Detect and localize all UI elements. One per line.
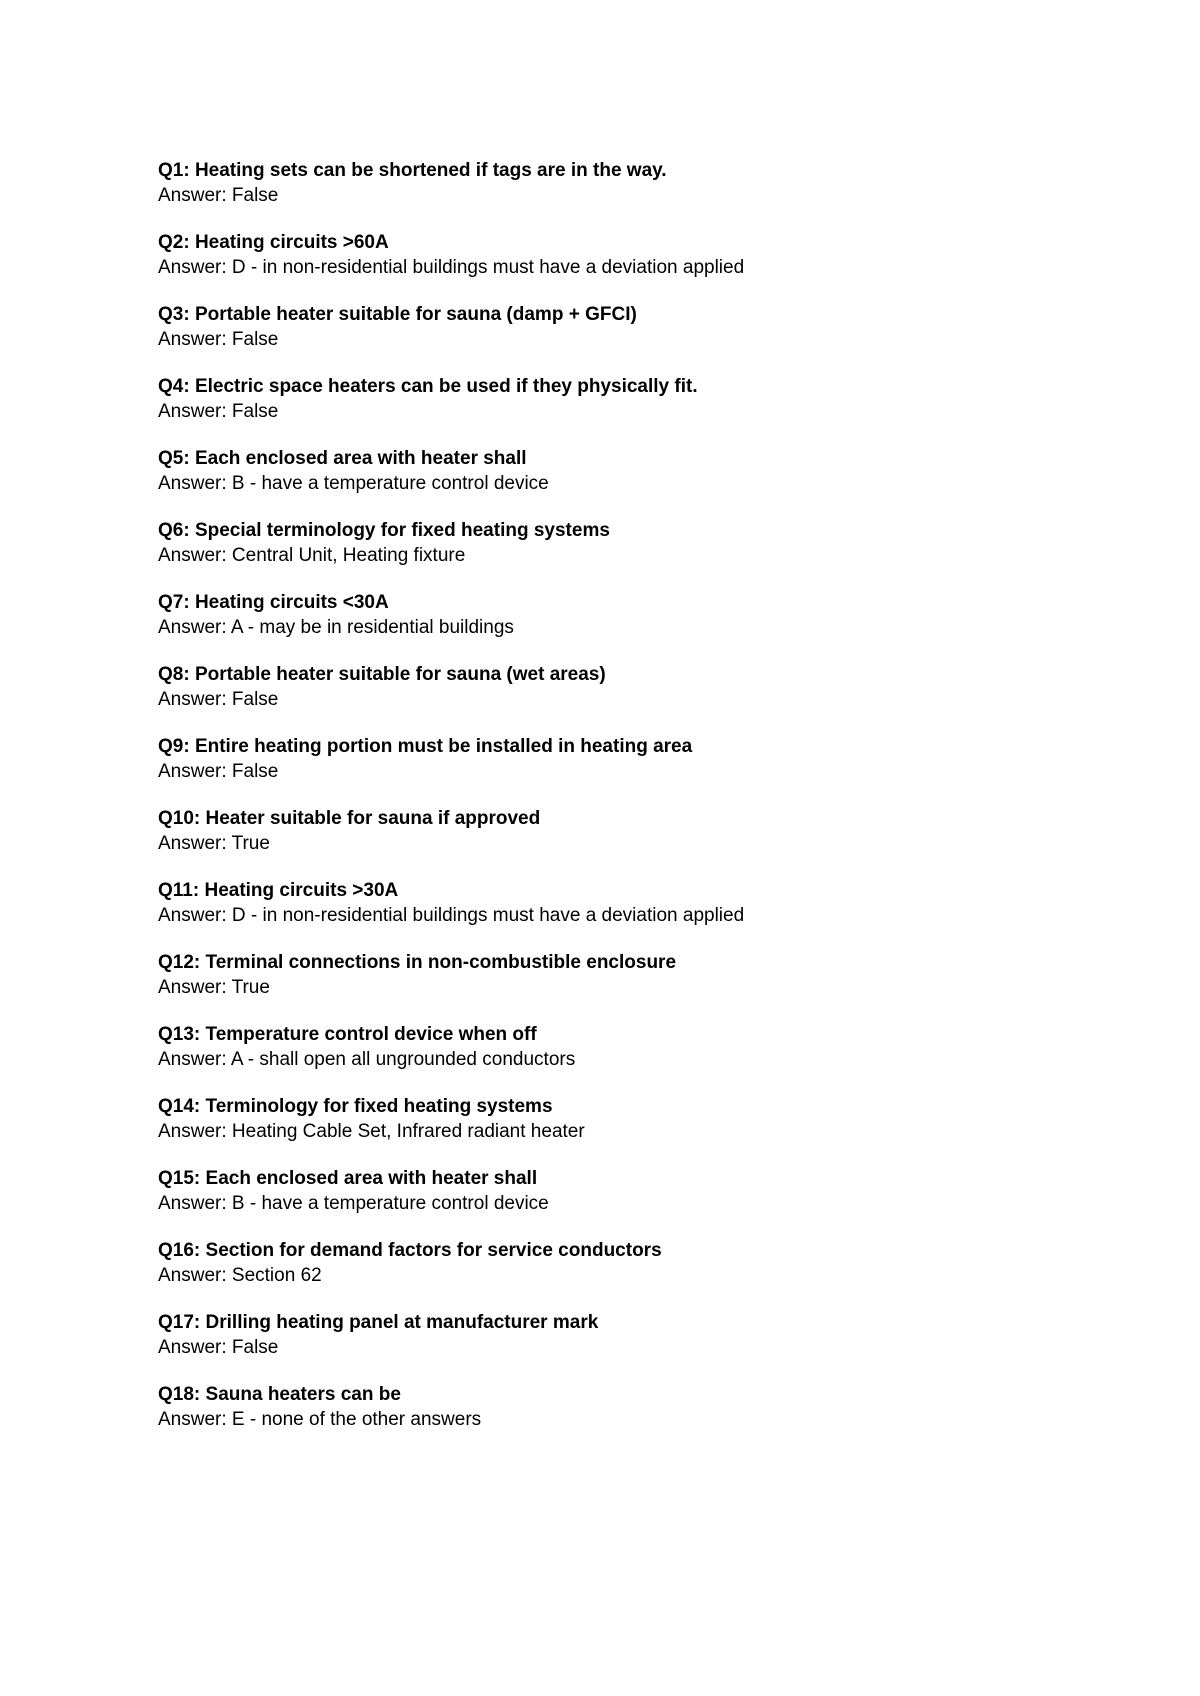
question-text: Q9: Entire heating portion must be installed in heating area [158,736,693,757]
question-text: Q10: Heater suitable for sauna if approved [158,808,541,829]
question-text: Q13: Temperature control device when off [158,1024,537,1045]
question-text: Q15: Each enclosed area with heater shall [158,1168,538,1189]
qa-item-6 [158,518,1138,568]
qa-item-10 [158,806,1138,856]
qa-item-14 [158,1094,1138,1144]
qa-item-13 [158,1022,1138,1072]
question-text: Q17: Drilling heating panel at manufacturer mark [158,1312,599,1333]
document-page [158,158,1138,1454]
answer-text: Answer: False [158,689,279,710]
answer-text: Answer: False [158,401,279,422]
answer-text: Answer: True [158,833,270,854]
qa-item-7 [158,590,1138,640]
qa-item-11 [158,878,1138,928]
qa-item-2 [158,230,1138,280]
answer-text: Answer: A - may be in residential buildings [158,617,514,638]
qa-item-1 [158,158,1138,208]
qa-item-17 [158,1310,1138,1360]
answer-text: Answer: D - in non-residential buildings must have a deviation applied [158,905,745,926]
answer-text: Answer: True [158,977,270,998]
question-text: Q6: Special terminology for fixed heating systems [158,520,610,541]
answer-text: Answer: B - have a temperature control device [158,473,549,494]
answer-text: Answer: Section 62 [158,1265,322,1286]
qa-item-8 [158,662,1138,712]
answer-text: Answer: A - shall open all ungrounded conductors [158,1049,576,1070]
question-text: Q7: Heating circuits <30A [158,592,389,613]
qa-item-5 [158,446,1138,496]
answer-text: Answer: Central Unit, Heating fixture [158,545,466,566]
answer-text: Answer: False [158,185,279,206]
answer-text: Answer: False [158,329,279,350]
question-text: Q5: Each enclosed area with heater shall [158,448,527,469]
question-text: Q2: Heating circuits >60A [158,232,389,253]
answer-text: Answer: False [158,761,279,782]
answer-text: Answer: Heating Cable Set, Infrared radiant heater [158,1121,585,1142]
qa-item-12 [158,950,1138,1000]
answer-text: Answer: D - in non-residential buildings must have a deviation applied [158,257,745,278]
question-text: Q8: Portable heater suitable for sauna (wet areas) [158,664,606,685]
qa-item-9 [158,734,1138,784]
qa-item-15 [158,1166,1138,1216]
question-text: Q16: Section for demand factors for service conductors [158,1240,662,1261]
answer-text: Answer: B - have a temperature control device [158,1193,549,1214]
qa-item-3 [158,302,1138,352]
question-text: Q18: Sauna heaters can be [158,1384,401,1405]
question-text: Q3: Portable heater suitable for sauna (damp + GFCI) [158,304,637,325]
question-text: Q12: Terminal connections in non-combustible enclosure [158,952,677,973]
question-text: Q4: Electric space heaters can be used if they physically fit. [158,376,698,397]
qa-item-16 [158,1238,1138,1288]
answer-text: Answer: False [158,1337,279,1358]
question-text: Q1: Heating sets can be shortened if tags are in the way. [158,160,667,181]
answer-text: Answer: E - none of the other answers [158,1409,482,1430]
question-text: Q14: Terminology for fixed heating systems [158,1096,553,1117]
qa-item-18 [158,1382,1138,1432]
qa-item-4 [158,374,1138,424]
question-text: Q11: Heating circuits >30A [158,880,399,901]
